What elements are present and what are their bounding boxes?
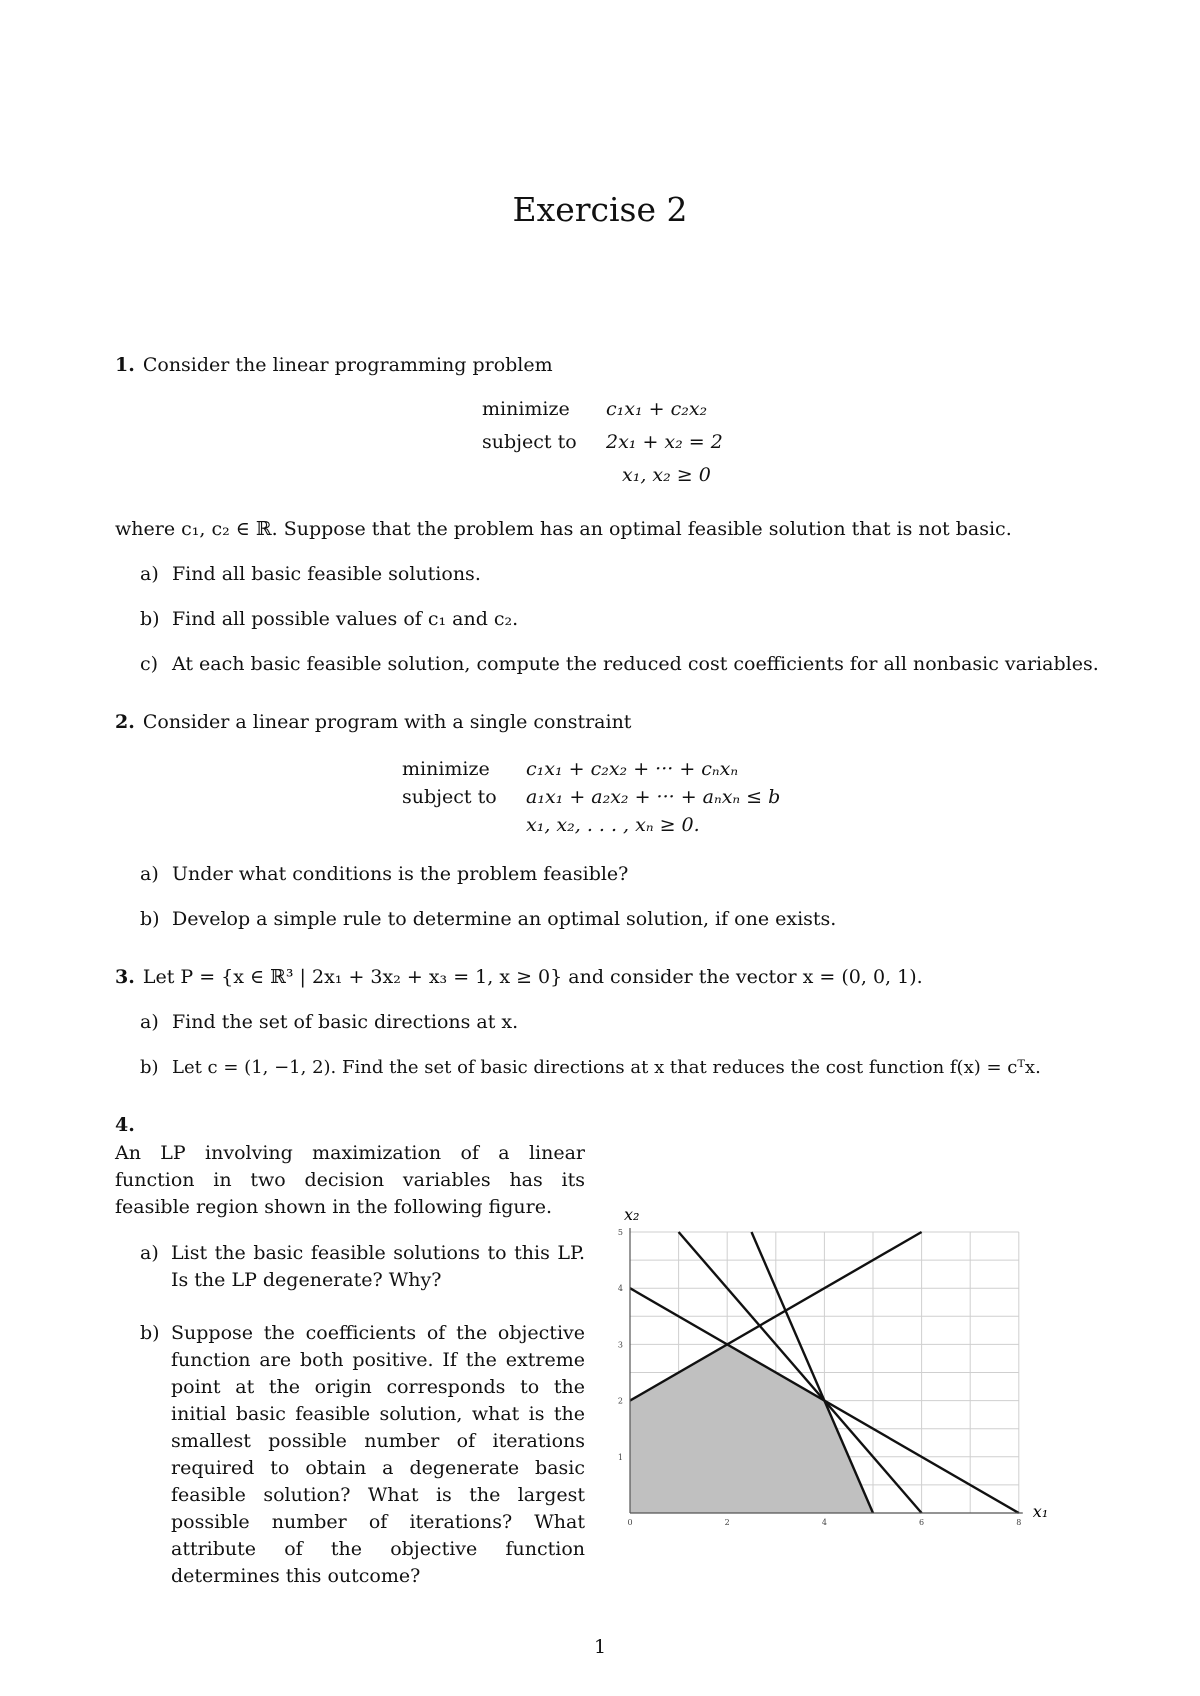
- q3-item-b: [140, 1054, 1100, 1081]
- q1-intro: [115, 352, 1095, 379]
- q2-objective: c₁x₁ + c₂x₂ + ··· + cₙxₙ: [526, 758, 739, 780]
- q4-item-b-text: Suppose the coefficients of the objective function are both positive. If the extreme point at the origin corresponds to the initial basic feasible solution, what is the smallest possible number of iterations required to obtain a degenerate basic feasible solution? What is the largest possible number of iterations? What attribute of the objective function determines this outcome?: [171, 1322, 585, 1587]
- q1-item-a-label: a): [140, 563, 159, 585]
- q1-item-c-text: At each basic feasible solution, compute the reduced cost coefficients for all nonbasic variables.: [172, 653, 1099, 675]
- q2-number: 2.: [115, 711, 135, 733]
- q3-number: 3.: [115, 966, 135, 988]
- q1-item-b-label: b): [140, 608, 160, 630]
- q1-where: where c₁, c₂ ∈ ℝ. Suppose that the problem has an optimal feasible solution that is not basic.: [115, 518, 1012, 540]
- q2-nonneg: x₁, x₂, . . . , xₙ ≥ 0.: [526, 814, 700, 836]
- q3-item-a-text: Find the set of basic directions at x.: [172, 1011, 519, 1033]
- y-tick-label-4: 4: [617, 1284, 623, 1294]
- q1-minimize-label: minimize: [482, 398, 570, 420]
- q2-item-a: [140, 861, 1100, 888]
- q1-nonneg: x₁, x₂ ≥ 0: [622, 464, 711, 486]
- x-tick-label-0: 0: [627, 1518, 633, 1527]
- q4-item-a-label: a): [140, 1242, 159, 1264]
- q1-intro-text: Consider the linear programming problem: [142, 354, 553, 376]
- q3-intro-text: Let P = {x ∈ ℝ³ | 2x₁ + 3x₂ + x₃ = 1, x ≥ 0} and consider the vector x = (0, 0, 1).: [142, 966, 923, 988]
- q1-item-b: [140, 606, 1100, 633]
- q2-item-a-label: a): [140, 863, 159, 885]
- q4-item-a: [140, 1240, 585, 1294]
- page-title: Exercise 2: [512, 190, 688, 229]
- q1-item-a: [140, 561, 1100, 588]
- q4-number: 4.: [115, 1114, 135, 1136]
- x-axis-label: x₁: [1032, 1502, 1049, 1521]
- feasible-region-chart: [605, 1170, 1075, 1535]
- q1-item-c-label: c): [140, 653, 159, 675]
- x-tick-label-2: 2: [724, 1518, 730, 1527]
- q1-objective: c₁x₁ + c₂x₂: [606, 398, 708, 420]
- q4-item-a-text: List the basic feasible solutions to this LP. Is the LP degenerate? Why?: [171, 1242, 585, 1291]
- y-tick-label-2: 2: [617, 1396, 623, 1406]
- q4-item-b: [140, 1320, 585, 1590]
- y-tick-label-1: 1: [617, 1452, 623, 1462]
- y-tick-label-5: 5: [617, 1228, 623, 1237]
- q1-item-b-text: Find all possible values of c₁ and c₂.: [172, 608, 519, 630]
- q4-item-b-label: b): [140, 1322, 160, 1344]
- y-tick-label-3: 3: [617, 1340, 623, 1350]
- x-tick-label-4: 4: [821, 1518, 827, 1527]
- q4-number-line: [115, 1112, 1095, 1139]
- q2-item-b-text: Develop a simple rule to determine an optimal solution, if one exists.: [172, 908, 837, 930]
- q2-item-b-label: b): [140, 908, 160, 930]
- q3-item-a: [140, 1009, 1100, 1036]
- q4-intro: An LP involving maximization of a linear function in two decision variables has its feasible region shown in the following figure.: [115, 1142, 585, 1218]
- q2-minimize-label: minimize: [402, 758, 490, 780]
- x-tick-label-8: 8: [1016, 1518, 1022, 1527]
- q2-item-a-text: Under what conditions is the problem feasible?: [172, 863, 629, 885]
- q3-item-a-label: a): [140, 1011, 159, 1033]
- q1-item-a-text: Find all basic feasible solutions.: [172, 563, 481, 585]
- q3-item-b-text: Let c = (1, −1, 2). Find the set of basic directions at x that reduces the cost function f(x) = cᵀx.: [172, 1057, 1041, 1078]
- q1-constraint: 2x₁ + x₂ = 2: [606, 431, 723, 453]
- q2-intro: [115, 709, 1095, 736]
- q3-intro: [115, 964, 1095, 991]
- q1-item-c: [140, 651, 1100, 678]
- page-number: 1: [593, 1636, 607, 1658]
- x-tick-label-6: 6: [919, 1518, 925, 1527]
- q2-item-b: [140, 906, 1100, 933]
- q2-intro-text: Consider a linear program with a single constraint: [142, 711, 632, 733]
- q1-subject-label: subject to: [482, 431, 577, 453]
- y-axis-label: x₂: [624, 1205, 640, 1224]
- q2-constraint: a₁x₁ + a₂x₂ + ··· + aₙxₙ ≤ b: [526, 786, 781, 808]
- q2-subject-label: subject to: [402, 786, 497, 808]
- q3-item-b-label: b): [140, 1057, 159, 1078]
- q1-number: 1.: [115, 354, 135, 376]
